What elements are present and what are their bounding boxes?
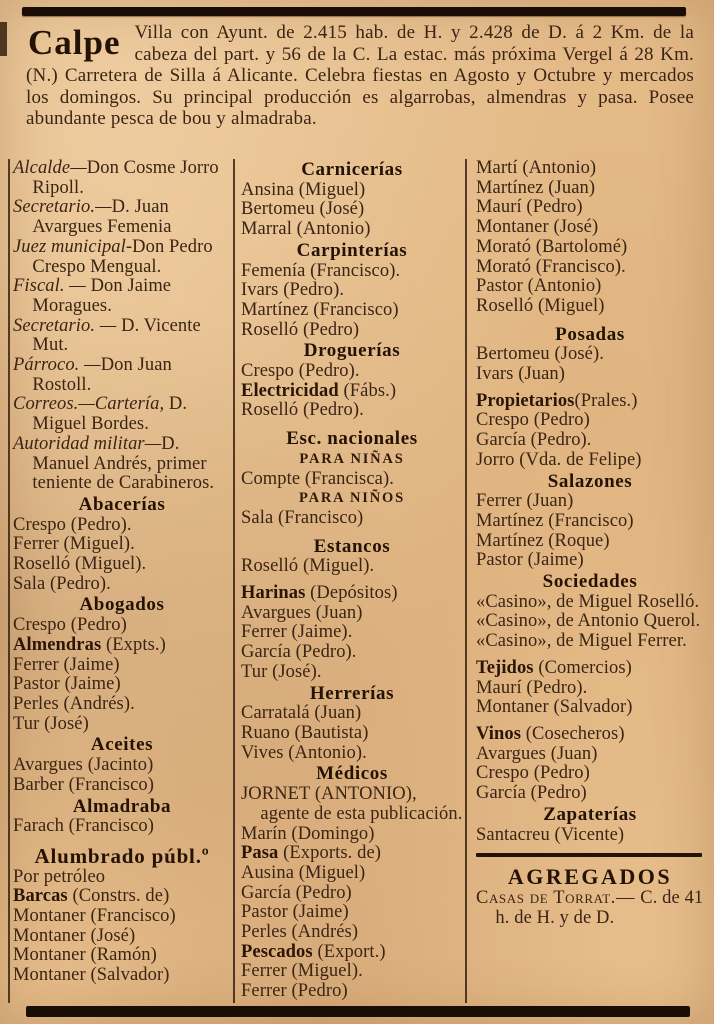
section-heading: Abogados [79,594,165,616]
directory-entry: Martínez (Francisco) [241,299,399,320]
directory-columns [8,157,708,1005]
section-heading: Alumbrado públ.º [34,843,210,868]
section-heading: Salazones [547,470,633,492]
directory-entry: García (Pedro). [476,430,592,451]
trade-entry: Tejidos (Comercios) [476,657,632,678]
directory-entry: Crespo (Pedro) [476,763,590,784]
sub-heading: PARA NIÑAS [299,450,405,467]
section-heading: Esc. nacionales [286,428,418,450]
directory-entry: Roselló (Miguel). [13,554,147,575]
sub-heading: PARA NIÑOS [299,490,405,507]
directory-entry: Avargues (Juan) [476,743,598,764]
directory-entry: Martínez (Roque) [476,530,610,551]
directory-entry: Bertomeu (José) [241,199,365,220]
spacer [476,317,704,324]
directory-entry: Montaner (Francisco) [13,906,176,927]
trade-entry: Barcas (Constrs. de) [13,886,170,907]
office-entry: Secretario. — D. Vicente Mut. [13,315,201,356]
directory-entry: García (Pedro) [241,882,352,903]
directory-entry: Avargues (Juan) [241,602,363,623]
trade-entry: Pescados (Export.) [241,941,386,962]
section-heading: Estancos [313,535,391,557]
section-heading: Zapaterías [543,803,637,825]
directory-entry: Ivars (Juan) [476,364,566,385]
intro-text: Villa con Ayunt. de 2.415 hab. de H. y 2.428 de D. á 2 Km. de la cabeza del part. y 56 de la C. La estac. más próxima Vergel á 28 Km. (N.) Carretera de Silla á Alicante. Celebra fiestas en Agosto y Octubre y mercados los domingos. Su principal producción es algarrobas, almendras y pasa. Posee abundante pesca de bou y almadraba. [26,22,694,129]
directory-entry: Crespo (Pedro) [13,615,127,636]
trade-entry: Pasa (Exports. de) [241,843,382,864]
intro-section [26,22,694,130]
directory-entry: Farach (Francisco) [13,816,155,837]
section-heading: Herrerías [309,682,395,704]
spacer [241,529,463,536]
directory-entry: Martí (Antonio) [476,158,597,178]
bottom-rule [26,1006,690,1017]
office-entry: Autoridad militar—D. Manuel Andrés, primer teniente de Carabineros. [13,433,215,494]
directory-entry: Sala (Francisco) [241,507,364,528]
office-entry: Juez municipal-Don Pedro Crespo Mengual. [13,236,213,277]
directory-entry: Perles (Andrés) [241,922,359,943]
aggregate-entry: Casas de Torrat.— C. de 41 h. de H. y de D. [476,887,704,928]
section-heading: Posadas [555,323,625,345]
office-entry: Fiscal. — Don Jaime Moragues. [13,276,172,316]
directory-entry: Tur (José) [13,713,89,734]
directory-entry: Jorro (Vda. de Felipe) [476,449,642,470]
directory-entry: Ferrer (Jaime) [13,654,120,675]
directory-entry: Ferrer (Miguel). [13,534,135,555]
trade-entry: Propietarios(Prales.) [476,390,638,411]
directory-column-1 [10,157,233,1005]
directory-entry: Tur (José). [241,661,322,682]
section-heading: Droguerías [303,340,401,362]
directory-entry: Maurí (Pedro). [476,677,588,698]
directory-entry: «Casino», de Antonio Querol. [476,611,701,632]
directory-entry: García (Pedro). [241,642,357,663]
directory-entry: Ferrer (Jaime). [241,622,353,643]
directory-entry: Ausina (Miguel) [241,862,366,883]
directory-entry: Ferrer (Juan) [476,491,574,512]
directory-entry: Ferrer (Pedro) [241,981,348,1002]
directory-entry: Ferrer (Miguel). [241,961,363,982]
directory-entry: Montaner (Salvador) [13,965,170,986]
directory-entry: Pastor (Jaime) [13,674,121,695]
directory-entry: Crespo (Pedro). [13,514,132,535]
trade-entry: Vinos (Cosecheros) [476,723,625,744]
spacer [13,837,231,844]
office-entry: Secretario.—D. Juan Avargues Femenia [13,197,172,238]
directory-entry: Montaner (José) [476,217,599,238]
directory-entry: Pastor (Antonio) [476,276,602,297]
directory-entry: Martínez (Juan) [476,177,596,198]
directory-entry: Marín (Domingo) [241,823,375,844]
office-entry: Alcalde—Don Cosme Jorro Ripoll. [13,158,219,198]
directory-entry: Roselló (Pedro) [241,319,360,340]
directory-entry: Avargues (Jacinto) [13,755,154,776]
directory-entry: Roselló (Miguel) [476,295,605,316]
directory-entry: Crespo (Pedro) [476,410,590,431]
section-heading: Almadraba [72,795,172,817]
directory-entry: Montaner (José) [13,925,136,946]
section-heading: Abacerías [78,493,166,515]
directory-entry: Vives (Antonio). [241,742,367,763]
section-heading: Carpinterías [296,239,408,261]
section-heading: Carnicerías [301,159,403,180]
spacer [241,421,463,428]
directory-column-2 [235,157,465,1005]
directory-entry: Carratalá (Juan) [241,703,362,724]
separator-rule [476,853,702,857]
section-heading: Sociedades [542,571,638,593]
directory-entry: Ruano (Bautista) [241,722,369,743]
directory-entry: «Casino», de Miguel Roselló. [476,591,700,612]
directory-entry: Compte (Francisca). [241,468,394,489]
directory-entry: «Casino», de Miguel Ferrer. [476,631,687,652]
directory-entry: Pastor (Jaime) [476,550,584,571]
left-edge-line [8,159,10,1003]
directory-entry: Bertomeu (José). [476,344,604,365]
directory-entry: Ansina (Miguel) [241,179,366,200]
page-title: Calpe [28,23,121,62]
directory-entry: Sala (Pedro). [13,573,111,594]
directory-entry: Femenía (Francisco). [241,260,401,281]
trade-entry: Almendras (Expts.) [13,634,166,655]
directory-entry: JORNET (ANTONIO), agente de esta publicación. [241,784,463,824]
directory-entry: Morató (Bartolomé) [476,236,628,257]
section-heading: AGREGADOS [507,864,673,890]
directory-entry: Marral (Antonio) [241,219,371,240]
directory-entry: Maurí (Pedro) [476,197,583,218]
directory-entry: Roselló (Miguel). [241,556,375,577]
directory-column-3 [467,157,708,1005]
directory-entry: García (Pedro) [476,783,587,804]
directory-entry: Santacreu (Vicente) [476,824,625,845]
trade-entry: Electricidad (Fábs.) [241,380,397,401]
section-heading: Aceites [90,734,154,756]
directory-entry: Morató (Francisco). [476,256,626,277]
directory-entry: Barber (Francisco) [13,774,155,795]
top-rule [22,7,686,16]
directory-entry: Martínez (Francisco) [476,510,634,531]
column-divider-1 [233,159,235,1003]
directory-entry: Roselló (Pedro). [241,400,364,421]
office-entry: Párroco. —Don Juan Rostoll. [13,355,172,395]
trade-entry: Harinas (Depósitos) [241,583,398,604]
directory-entry: Pastor (Jaime) [241,902,349,923]
column-divider-2 [465,159,467,1003]
directory-entry: Montaner (Ramón) [13,945,157,966]
office-entry: Correos.—Cartería, D. Miguel Bordes. [13,394,188,435]
directory-entry: Ivars (Pedro). [241,280,345,301]
directory-entry: Por petróleo [13,866,106,887]
section-heading: Médicos [316,763,388,785]
directory-entry: Montaner (Salvador) [476,697,633,718]
directory-entry: Crespo (Pedro). [241,361,360,382]
page-edge-mark [0,22,7,56]
directory-entry: Perles (Andrés). [13,693,135,714]
